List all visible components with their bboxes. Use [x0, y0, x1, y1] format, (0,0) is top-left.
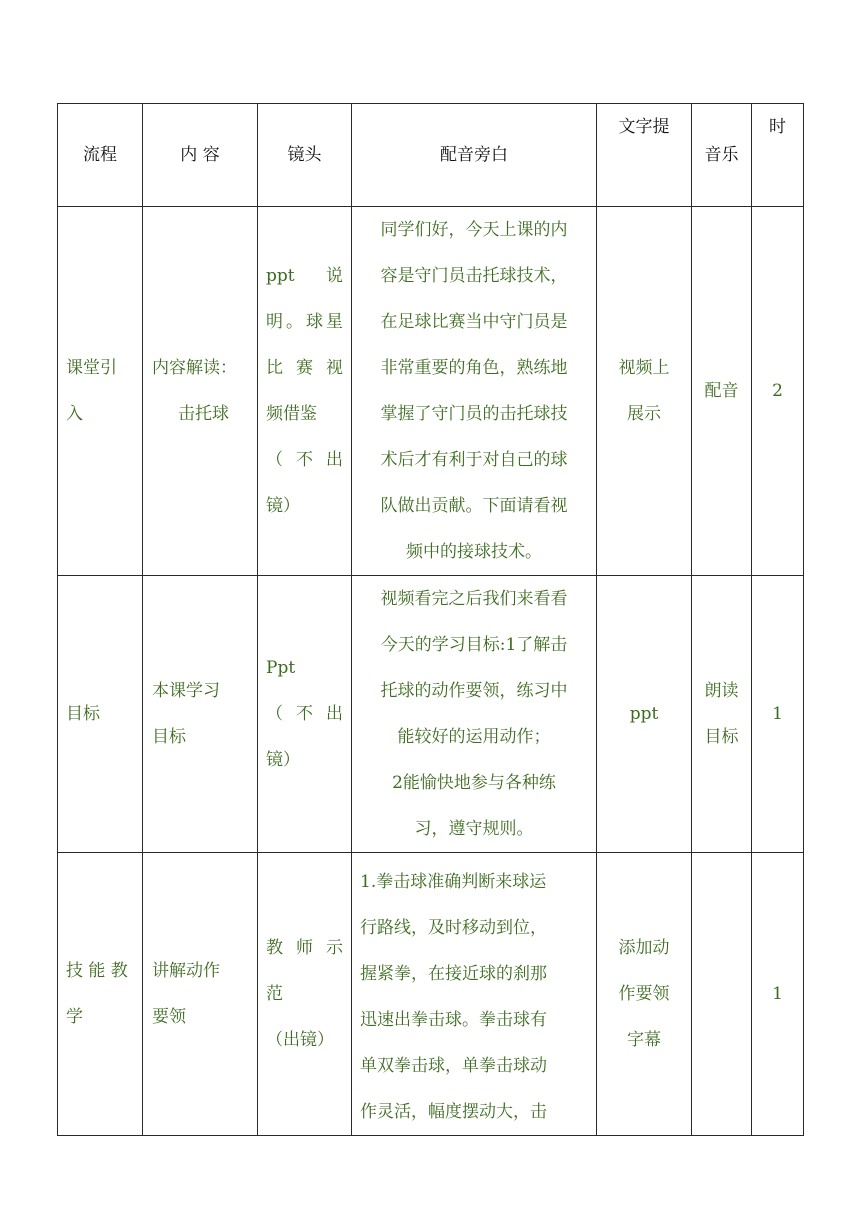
narration-line: 掌握了守门员的击托球技 — [380, 404, 568, 424]
shot-line: Ppt — [266, 658, 296, 678]
text-cue-line: 作要领 — [618, 984, 670, 1004]
narration-line: 非常重要的角色，熟练地 — [380, 358, 568, 378]
text-cue-line: 视频上 — [618, 358, 670, 378]
content-line: 击托球 — [178, 404, 229, 424]
narration-line: 今天的学习目标:1了解击 — [380, 635, 568, 655]
shot-line: 比 赛 视 — [266, 358, 343, 378]
flow-line: 技 能 教 — [66, 961, 128, 981]
table-row — [58, 576, 804, 853]
narration-line: 容是守门员击托球技术， — [380, 266, 568, 286]
content-line: 要领 — [152, 1007, 186, 1027]
narration-line: 队做出贡献。下面请看视 — [380, 496, 568, 516]
text-cue-line: ppt — [629, 704, 659, 724]
header-time: 时 — [752, 104, 804, 207]
shot-line: （ 不 出 — [266, 704, 343, 724]
flow-cell — [58, 853, 143, 1136]
table-row — [58, 853, 804, 1136]
content-cell — [143, 207, 258, 576]
shot-line: 镜） — [266, 496, 300, 516]
table-row — [58, 207, 804, 576]
header-text-cue: 文字提 — [597, 104, 692, 207]
narration-cell — [352, 853, 597, 1136]
narration-line: 迅速出拳击球。拳击球有 — [360, 1010, 547, 1030]
narration-line: 托球的动作要领，练习中 — [380, 681, 568, 701]
header-flow: 流程 — [58, 104, 143, 207]
time-cell: 1 — [752, 576, 804, 853]
shot-cell — [258, 576, 352, 853]
header-row — [58, 104, 804, 207]
narration-line: 视频看完之后我们来看看 — [380, 589, 568, 609]
shot-cell — [258, 207, 352, 576]
header-narration: 配音旁白 — [352, 104, 597, 207]
narration-line: 1.拳击球准确判断来球运 — [360, 872, 547, 892]
text-cue-cell — [597, 207, 692, 576]
narration-line: 作灵活，幅度摆动大，击 — [360, 1102, 547, 1122]
text-cue-line: 字幕 — [627, 1030, 661, 1050]
content-cell — [143, 853, 258, 1136]
music-cell — [692, 853, 752, 1136]
narration-line: 同学们好，今天上课的内 — [380, 220, 568, 240]
content-cell — [143, 576, 258, 853]
text-cue-line: 添加动 — [618, 938, 670, 958]
header-content: 内 容 — [143, 104, 258, 207]
flow-line: 课堂引 — [66, 358, 117, 378]
shot-line: 明。球星 — [266, 312, 343, 332]
header-music: 音乐 — [692, 104, 752, 207]
flow-cell — [58, 207, 143, 576]
shot-line: 镜） — [266, 750, 300, 770]
text-cue-line: 展示 — [627, 404, 661, 424]
narration-line: 习，遵守规则。 — [414, 819, 534, 839]
shot-line: 频借鉴 — [266, 404, 317, 424]
text-cue-cell — [597, 853, 692, 1136]
narration-line: 行路线，及时移动到位， — [360, 918, 547, 938]
flow-cell — [58, 576, 143, 853]
narration-line: 在足球比赛当中守门员是 — [380, 312, 568, 332]
music-line: 朗读 — [704, 681, 739, 701]
narration-cell — [352, 207, 597, 576]
narration-line: 握紧拳，在接近球的刹那 — [360, 964, 547, 984]
header-shot: 镜头 — [258, 104, 352, 207]
content-line: 内容解读： — [152, 358, 237, 378]
shot-line: ppt 说 — [266, 266, 343, 286]
flow-line: 目标 — [66, 704, 100, 724]
time-cell: 1 — [752, 853, 804, 1136]
script-table — [57, 103, 804, 1136]
content-line: 本课学习 — [152, 681, 220, 701]
music-cell — [692, 576, 752, 853]
shot-cell — [258, 853, 352, 1136]
narration-line: 2能愉快地参与各种练 — [392, 773, 556, 793]
narration-cell — [352, 576, 597, 853]
music-line: 配音 — [704, 381, 739, 401]
shot-line: （出镜） — [266, 1030, 334, 1050]
music-cell — [692, 207, 752, 576]
flow-line: 入 — [66, 404, 83, 424]
time-cell: 2 — [752, 207, 804, 576]
flow-line: 学 — [66, 1007, 83, 1027]
narration-line: 术后才有利于对自己的球 — [380, 450, 568, 470]
narration-line: 能较好的运用动作； — [397, 727, 551, 747]
content-line: 讲解动作 — [152, 961, 220, 981]
shot-line: 教 师 示 — [266, 938, 343, 958]
shot-line: （ 不 出 — [266, 450, 343, 470]
text-cue-cell — [597, 576, 692, 853]
narration-line: 频中的接球技术。 — [406, 542, 542, 562]
music-line: 目标 — [704, 727, 739, 747]
narration-line: 单双拳击球，单拳击球动 — [360, 1056, 547, 1076]
content-line: 目标 — [152, 727, 186, 747]
shot-line: 范 — [266, 984, 283, 1004]
